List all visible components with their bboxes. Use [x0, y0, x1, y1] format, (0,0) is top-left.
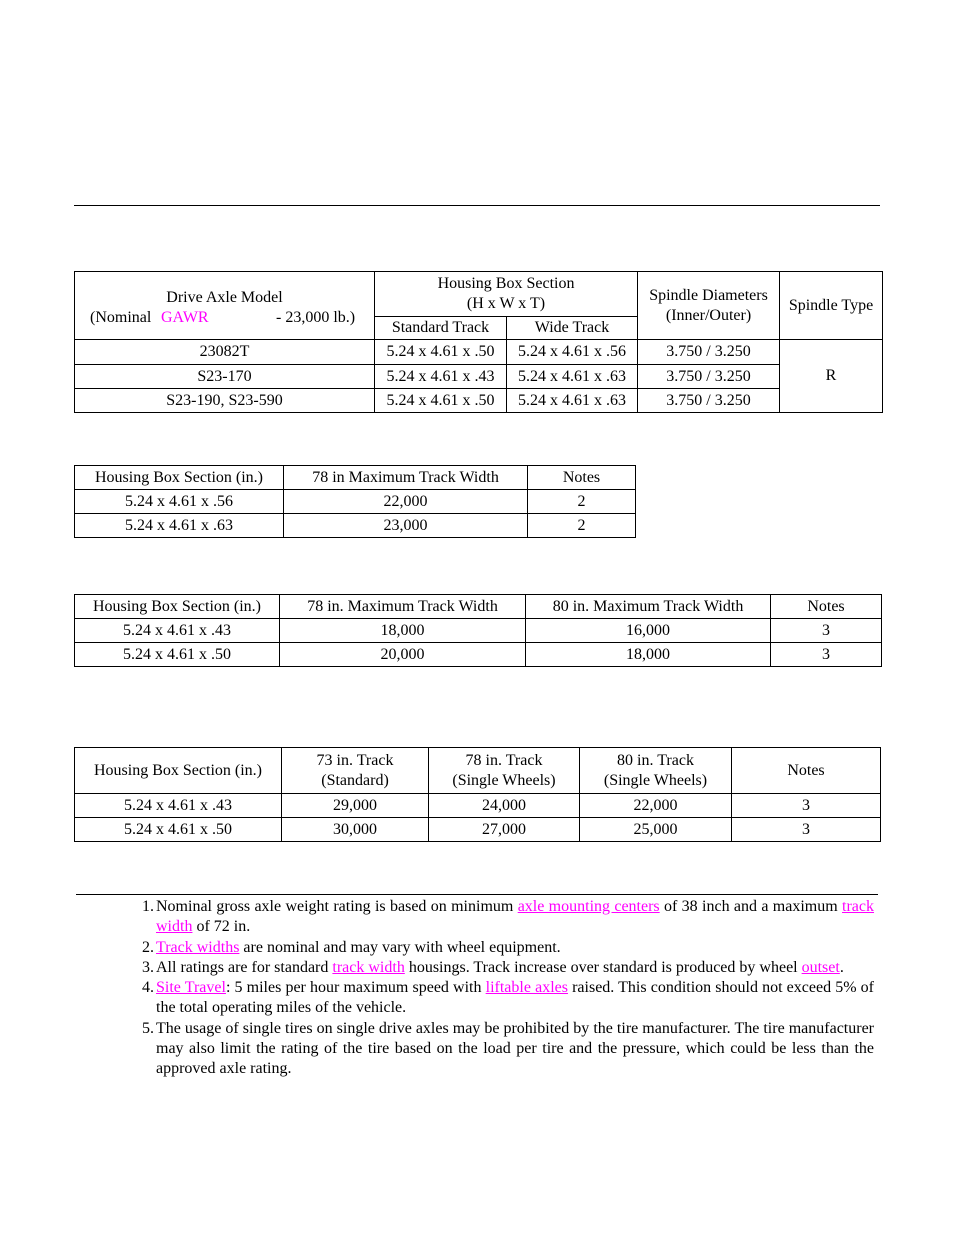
nominal-prefix: (Nominal: [90, 308, 152, 326]
model-cell: S23-190, S23-590: [75, 389, 375, 413]
rating-cell: 30,000: [282, 818, 429, 842]
footnote-number: 2.: [142, 938, 154, 956]
footnote-number: 4.: [142, 979, 154, 997]
spindle-diameters-label: Spindle Diameters: [649, 286, 768, 304]
footnote-text: The usage of single tires on single drive axles may be prohibited by the tire manufacturer. The tire manufacturer may also limit the rating of the tire based on the load per tire and the pressure, which could be less than the approved axle rating.: [156, 1019, 874, 1078]
footnote-text: housings. Track increase over standard is produced by wheel: [404, 958, 802, 976]
outset-link[interactable]: outset: [801, 958, 840, 976]
drive-axle-model-table: [74, 271, 883, 413]
nominal-suffix: - 23,000 lb.): [276, 308, 356, 326]
rating-cell: 24,000: [429, 794, 580, 818]
table-row: [75, 389, 883, 413]
axle-mounting-centers-link[interactable]: axle mounting centers: [517, 898, 660, 915]
table-row: [75, 365, 883, 389]
rating-cell: 20,000: [280, 643, 526, 667]
footnote-2: [134, 938, 874, 958]
spindle-type-cell: R: [780, 340, 883, 413]
housing-cell: 5.24 x 4.61 x .63: [75, 514, 284, 538]
notes-header: Notes: [732, 748, 881, 794]
notes-divider: [76, 894, 878, 895]
standard-track-cell: 5.24 x 4.61 x .50: [375, 340, 507, 365]
footnotes: [134, 897, 874, 1080]
site-travel-link[interactable]: Site Travel: [156, 979, 226, 997]
liftable-axles-link[interactable]: liftable axles: [485, 979, 568, 997]
track-78-header: 78 in. Maximum Track Width: [280, 595, 526, 619]
spindle-diameter-cell: 3.750 / 3.250: [638, 365, 780, 389]
track-width-link[interactable]: track width: [156, 898, 874, 936]
footnote-text: : 5 miles per hour maximum speed with: [225, 979, 486, 997]
track-80-label: 80 in. Track: [617, 751, 694, 769]
rating-cell: 25,000: [580, 818, 732, 842]
track-80-header: 80 in. Maximum Track Width: [526, 595, 771, 619]
table-row: [75, 818, 881, 842]
track-80-header: [580, 748, 732, 794]
spindle-diameter-cell: 3.750 / 3.250: [638, 389, 780, 413]
model-cell: S23-170: [75, 365, 375, 389]
track-73-sublabel: (Standard): [321, 771, 389, 789]
footnote-text: of 38 inch and a maximum: [659, 898, 843, 915]
table-row: [75, 490, 636, 514]
housing-header: Housing Box Section (in.): [75, 595, 280, 619]
rating-cell: 29,000: [282, 794, 429, 818]
notes-cell: 3: [771, 619, 882, 643]
spindle-type-header: Spindle Type: [780, 272, 883, 340]
rating-table-track-widths: [74, 747, 881, 842]
housing-cell: 5.24 x 4.61 x .50: [75, 818, 282, 842]
rating-cell: 18,000: [280, 619, 526, 643]
drive-axle-model-label: Drive Axle Model: [166, 288, 283, 306]
rating-cell: 16,000: [526, 619, 771, 643]
footnote-5: [134, 1019, 874, 1080]
table-row: [75, 643, 882, 667]
housing-cell: 5.24 x 4.61 x .43: [75, 794, 282, 818]
housing-header: Housing Box Section (in.): [75, 466, 284, 490]
notes-cell: 2: [528, 514, 636, 538]
track-width-link[interactable]: track width: [332, 958, 405, 976]
footnote-3: [134, 958, 874, 978]
footnote-text: are nominal and may vary with wheel equipment.: [239, 938, 561, 956]
footnote-text: All ratings are for standard: [156, 958, 333, 976]
top-divider: [74, 205, 880, 206]
footnote-4: [134, 978, 874, 1019]
housing-cell: 5.24 x 4.61 x .43: [75, 619, 280, 643]
footnote-text: of 72 in.: [192, 918, 251, 936]
wide-track-header: Wide Track: [507, 317, 638, 340]
notes-header: Notes: [528, 466, 636, 490]
model-cell: 23082T: [75, 340, 375, 365]
housing-cell: 5.24 x 4.61 x .50: [75, 643, 280, 667]
track-78-header: [429, 748, 580, 794]
wide-track-cell: 5.24 x 4.61 x .56: [507, 340, 638, 365]
track-widths-link[interactable]: Track widths: [156, 938, 240, 956]
housing-box-section-label: Housing Box Section: [437, 275, 575, 292]
track-73-header: [282, 748, 429, 794]
rating-cell: 18,000: [526, 643, 771, 667]
rating-cell: 27,000: [429, 818, 580, 842]
track-width-header: 78 in Maximum Track Width: [284, 466, 528, 490]
spindle-diameters-header: [638, 272, 780, 340]
nominal-gawr-line: [77, 308, 372, 328]
inner-outer-label: (Inner/Outer): [665, 306, 752, 324]
standard-track-cell: 5.24 x 4.61 x .43: [375, 365, 507, 389]
rating-cell: 22,000: [284, 490, 528, 514]
rating-table-78-80in: [74, 594, 882, 667]
footnote-number: 5.: [142, 1019, 154, 1037]
footnote-text: Nominal gross axle weight rating is based on minimum: [156, 898, 518, 915]
notes-cell: 3: [732, 794, 881, 818]
notes-cell: 3: [732, 818, 881, 842]
wide-track-cell: 5.24 x 4.61 x .63: [507, 389, 638, 413]
table-row: [75, 514, 636, 538]
notes-header: Notes: [771, 595, 882, 619]
footnote-text: raised. This condition should not exceed 5% of the total operating miles of the vehicle.: [156, 979, 875, 1017]
track-78-sublabel: (Single Wheels): [452, 771, 556, 789]
table-row: [75, 340, 883, 365]
notes-cell: 3: [771, 643, 882, 667]
gawr-link[interactable]: GAWR: [161, 308, 209, 326]
standard-track-header: Standard Track: [375, 317, 507, 340]
table-row: [75, 794, 881, 818]
track-80-sublabel: (Single Wheels): [603, 771, 708, 789]
rating-cell: 23,000: [284, 514, 528, 538]
rating-table-78in: [74, 465, 636, 538]
track-78-label: 78 in. Track: [465, 751, 543, 769]
drive-axle-model-header: [75, 272, 375, 340]
footnote-number: 1.: [142, 898, 154, 915]
track-73-label: 73 in. Track: [316, 751, 394, 769]
notes-cell: 2: [528, 490, 636, 514]
wide-track-cell: 5.24 x 4.61 x .63: [507, 365, 638, 389]
spindle-diameter-cell: 3.750 / 3.250: [638, 340, 780, 365]
table-row: [75, 619, 882, 643]
rating-cell: 22,000: [580, 794, 732, 818]
footnote-number: 3.: [142, 958, 154, 976]
housing-box-section-header: [375, 272, 638, 317]
footnote-text: .: [839, 958, 844, 976]
footnote-1: [134, 897, 874, 938]
housing-header: Housing Box Section (in.): [75, 748, 282, 794]
housing-cell: 5.24 x 4.61 x .56: [75, 490, 284, 514]
standard-track-cell: 5.24 x 4.61 x .50: [375, 389, 507, 413]
hwt-label: (H x W x T): [466, 295, 546, 312]
